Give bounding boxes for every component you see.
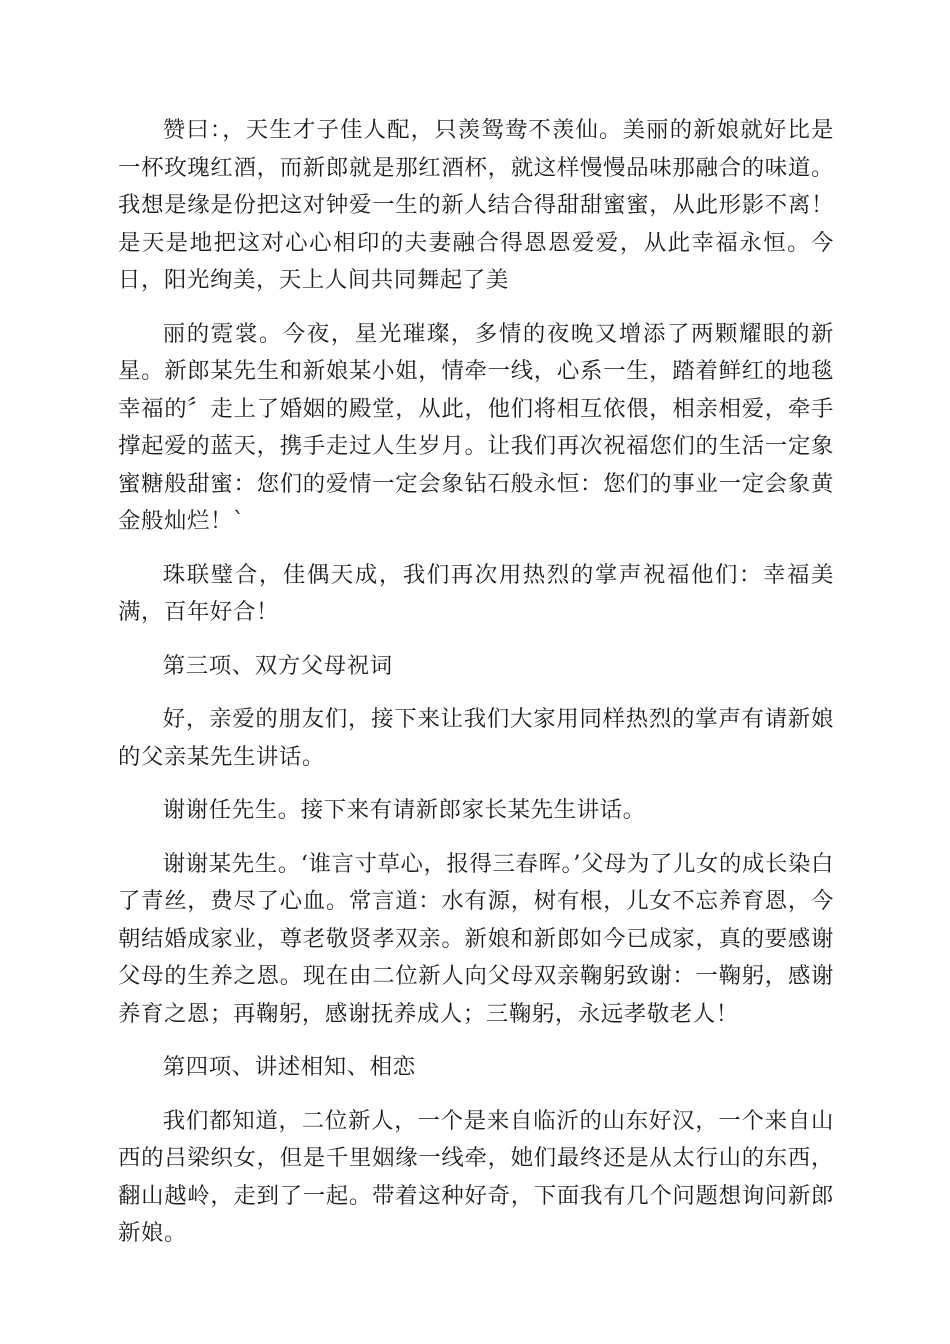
section-heading-love-story: 第四项、讲述相知、相恋 (162, 1054, 416, 1080)
paragraph-thank-parents: 谢谢某先生。‘谁言寸草心，报得三春晖。’父母为了儿女的成长染白了青丝，费尽了心血。常言道：水有源，树有根，儿女不忘养育恩，今朝结婚成家业，尊老敬贤孝双亲。新娘和新郎如今已成家，真的要感谢父母的生养之恩。现在由二位新人向父母双亲鞠躬致谢：一鞠躬，感谢养育之恩；再鞠躬，感谢抚养成人；三鞠躬，永远孝敬老人！ (118, 850, 834, 1027)
paragraph-bride-father-invite: 好，亲爱的朋友们，接下来让我们大家用同样热烈的掌声有请新娘的父亲某先生讲话。 (118, 706, 834, 770)
paragraph-couple-origin: 我们都知道，二位新人，一个是来自临沂的山东好汉，一个来自山西的吕梁织女，但是千里姻缘一线牵，她们最终还是从太行山的东西，翻山越岭，走到了一起。带着这种好奇，下面我有几个问题想询问新郎新娘。 (118, 1107, 834, 1246)
section-heading-parents-speech: 第三项、双方父母祝词 (162, 652, 393, 679)
document-page (118, 112, 834, 1253)
paragraph-groom-parent-invite: 谢谢任先生。接下来有请新郎家长某先生讲话。 (162, 797, 646, 823)
paragraph-blessing: 丽的霓裳。今夜，星光璀璨，多情的夜晚又增添了两颗耀眼的新星。新郎某先生和新娘某小姐，情牵一线，心系一生，踏着鲜红的地毯幸福的〞走上了婚姻的殿堂，从此，他们将相互依偎，相亲相爱，牵手撑起爱的蓝天，携手走过人生岁月。让我们再次祝福您们的生活一定象蜜糖般甜蜜：您们的爱情一定会象钻石般永恒：您们的事业一定会象黄金般灿烂！` (118, 320, 834, 534)
paragraph-applause: 珠联璧合，佳偶天成，我们再次用热烈的掌声祝福他们：幸福美满，百年好合！ (118, 561, 834, 625)
paragraph-praise: 赞曰：，天生才子佳人配，只羡鸳鸯不羡仙。美丽的新娘就好比是一杯玫瑰红酒，而新郎就是那红酒杯，就这样慢慢品味那融合的味道。我想是缘是份把这对钟爱一生的新人结合得甜甜蜜蜜，从此形影不离！是天是地把这对心心相印的夫妻融合得恩恩爱爱，从此幸福永恒。今日，阳光绚美，天上人间共同舞起了美 (118, 117, 834, 293)
